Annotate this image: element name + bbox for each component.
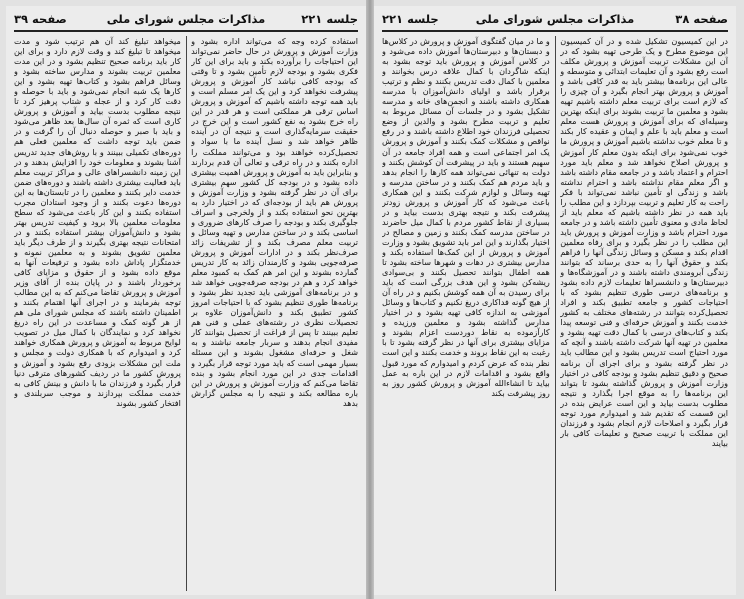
page-header: [14, 10, 358, 32]
page-header: [382, 10, 728, 32]
text-column-left: [382, 36, 550, 591]
journal-title: مذاکرات مجلس شورای ملی: [475, 12, 635, 26]
column-text: میخواهد تبلیغ کند آن هم ترتیب شود و مدت میخواهد تا تبلیغ کند و وقت لازم دارد و برای این کار باید برنامه صحیح تنظیم بشود و در این مدت معلمین تربیت بشوند و مدارس ساخته بشود و وسائل فراهم بشود و کتاب‌ها تهیه بشود و این کارها یک شبه انجام نمی‌شود و باید با حوصله و دقت کار کرد و از عجله و شتاب پرهیز کرد تا نتیجه مطلوب بدست بیاید و آموزش و پرورش کاری است که ثمره آن سال‌ها بعد ظاهر می‌شود و باید با صبر و حوصله دنبال آن را گرفت و در ضمن باید توجه داشت که معلمین فعلی هم دوره‌های تکمیلی ببینند و با روش‌های جدید تدریس آشنا بشوند و معلومات خود را افزایش بدهند و در این زمینه دانشسراهای عالی و مراکز تربیت معلم باید فعالیت بیشتری داشته باشند و دوره‌های ضمن خدمت دایر بکنند و معلمین را در تابستان‌ها به این دوره‌ها دعوت بکنند و از وجود استادان مجرب استفاده بکنند و این کار باعث می‌شود که سطح معلومات معلمین بالا برود و کیفیت تدریس بهتر بشود و دانش‌آموزان بیشتر استفاده بکنند و در امتحانات نتیجه بهتری بگیرند و از طرف دیگر باید معلمین تشویق بشوند و به معلمین نمونه و خدمتگزار پاداش داده بشود و ترفیعات آنها به موقع داده بشود و از حقوق و مزایای کافی برخوردار باشند و در پایان بنده از آقای وزیر آموزش و پرورش تقاضا می‌کنم که به این مطالب توجه بفرمایند و در اجرای آنها اهتمام بکنند و اطمینان داشته باشند که مجلس شورای ملی هم از هر گونه کمک و مساعدت در این راه دریغ نخواهد کرد و نمایندگان با کمال میل در تصویب لوایح مربوط به آموزش و پرورش همکاری خواهند کرد و امیدوارم که با همکاری دولت و مجلس و ملت این مشکلات بزودی رفع بشود و آموزش و پرورش کشور ما در ردیف کشورهای مترقی دنیا قرار بگیرد و فرزندان ما با دانش و بینش کافی به خدمت مملکت بپردازند و موجب سربلندی و افتخار کشور بشوند: [14, 36, 181, 408]
page-number: صفحه ۳۹: [14, 12, 67, 26]
text-columns: [382, 36, 728, 591]
session-number: جلسه ۲۲۱: [301, 12, 358, 26]
page-left: [6, 6, 366, 595]
column-divider: [555, 36, 556, 591]
page-right: [374, 6, 736, 595]
column-divider: [186, 36, 187, 591]
book-gutter: [366, 0, 374, 599]
page-number: صفحه ۳۸: [675, 12, 728, 26]
session-number: جلسه ۲۲۱: [382, 12, 439, 26]
text-column-right: [191, 36, 358, 591]
text-column-left: [14, 36, 181, 591]
column-text: استفاده کرده وجه که می‌تواند اداره بشود و وزارت آموزش و پرورش در حال حاضر نمی‌تواند این احتیاجات را برآورده بکند و باید برای این کار فکری بشود و بودجه لازم تأمین بشود و تا وقتی که بودجه کافی نباشد کار آموزش و پرورش پیشرفت نخواهد کرد و این یک امر مسلم است و باید همه توجه داشته باشیم که آموزش و پرورش اساس ترقی هر مملکتی است و هر قدر در این راه خرج بشود به نفع کشور است و این خرج در حقیقت سرمایه‌گذاری است و نتیجه آن در آینده ظاهر خواهد شد و نسل آینده ما با سواد و تحصیل‌کرده خواهند بود و می‌توانند مملکت را اداره بکنند و در راه ترقی و تعالی آن قدم بردارند و بنابراین باید به آموزش و پرورش اهمیت بیشتری داده بشود و در بودجه کل کشور سهم بیشتری برای آن در نظر گرفته بشود و وزارت آموزش و پرورش هم باید از بودجه‌ای که در اختیار دارد به بهترین نحو استفاده بکند و از ولخرجی و اسراف جلوگیری بکند و بودجه را صرف کارهای ضروری و اساسی بکند و در ساختن مدارس و تهیه وسائل و تربیت معلم مصرف بکند و از تشریفات زائد صرف‌نظر بکند و در ادارات آموزش و پرورش صرفه‌جویی بشود و کارمندان زائد به کار تدریس گمارده بشوند و این امر هم کمک به کمبود معلم خواهد کرد و هم در بودجه صرفه‌جویی خواهد شد و در برنامه‌های آموزشی باید تجدید نظر بشود و برنامه‌ها طوری تنظیم بشود که با احتیاجات امروز کشور تطبیق بکند و دانش‌آموزان علاوه بر تحصیلات نظری در رشته‌های عملی و فنی هم تعلیم ببینند تا پس از فراغت از تحصیل بتوانند کار مفیدی انجام بدهند و سربار جامعه نباشند و به شغل و حرفه‌ای مشغول بشوند و این مسئله بسیار مهمی است که باید مورد توجه قرار بگیرد و اقدامات جدی در این مورد انجام بشود و بنده تقاضا می‌کنم که وزارت آموزش و پرورش در این باره مطالعه بکند و نتیجه را به مجلس گزارش بدهد: [191, 36, 358, 408]
column-text: و ما در میان گفتگوی آموزش و پرورش در کلاس‌ها و دبستان‌ها و دبیرستان‌ها آموزش داده می‌شود و در کلاس آموزش و پرورش باید توجه بشود به اینکه شاگردان با کمال علاقه درس بخوانند و معلمین با کمال دقت تدریس بکنند و نظم و ترتیب برقرار باشد و اولیای دانش‌آموزان با مدرسه همکاری داشته باشند و انجمن‌های خانه و مدرسه تشکیل بشود و در جلسات آن مسائل مربوط به تعلیم و تربیت مطرح بشود و والدین از وضع تحصیلی فرزندان خود اطلاع داشته باشند و در رفع نواقص و مشکلات کمک بکنند و آموزش و پرورش یک امر اجتماعی است و همه افراد جامعه در آن سهیم هستند و باید در پیشرفت آن کوشش بکنند و دولت به تنهائی نمی‌تواند همه کارها را انجام بدهد و باید مردم هم کمک بکنند و در ساختن مدرسه و تهیه وسائل و لوازم شرکت بکنند و این همکاری باعث می‌شود که کار آموزش و پرورش زودتر پیشرفت بکند و نتیجه بهتری بدست بیاید و در بسیاری از نقاط کشور مردم با کمال میل حاضرند در ساختن مدرسه کمک بکنند و زمین و مصالح در اختیار بگذارند و این امر باید تشویق بشود و وزارت آموزش و پرورش از این کمک‌ها استفاده بکند و مدارس بیشتری در دهات و شهرها ساخته بشود تا همه اطفال بتوانند تحصیل بکنند و بی‌سوادی ریشه‌کن بشود و این هدف بزرگی است که باید برای رسیدن به آن همه کوشش بکنیم و در راه آن از هیچ گونه فداکاری دریغ نکنیم و کتاب‌ها و وسائل آموزشی به اندازه کافی تهیه بشود و در اختیار مدارس گذاشته بشود و معلمین ورزیده و کارآزموده به نقاط دوردست اعزام بشوند و مزایای بیشتری برای آنها در نظر گرفته بشود تا با رغبت به این نقاط بروند و خدمت بکنند و این است نظر بنده که عرض کردم و امیدوارم که مورد قبول واقع بشود و اقدامات لازم در این باره به عمل بیاید تا انشاءالله آموزش و پرورش کشور روز به روز پیشرفت بکند: [382, 36, 550, 398]
text-columns: [14, 36, 358, 591]
text-column-right: [560, 36, 728, 591]
column-text: در این کمیسیون تشکیل شده و در آن کمیسیون این موضوع مطرح و یک طرحی تهیه بشود که در آن این مشکلات تربیت آموزش و پرورش مکلف است رفع بشود و آن تعلیمات ابتدائی و متوسطه و عالی این برنامه‌ها بیشتر باید به قدر کافی باشد و آموزش و پرورش بهتر انجام بگیرد و آن چیزی را که لازم است برای تربیت معلم داشته باشیم تهیه بشود و معلمین ما تربیت بشوند برای اینکه بهترین وسیله‌ای که برای آموزش و پرورش هست معلم است و معلم باید با علم و ایمان و عقیده کار بکند و تا معلم خوب نداشته باشیم آموزش و پرورش ما خوب نمی‌شود برای اینکه بدون معلم کار آموزش و پرورش اصلاح نخواهد شد و معلم باید مورد احترام و اعتماد باشد و در جامعه مقام داشته باشد و اگر معلم مقام نداشته باشد و احترام نداشته باشد و زندگی او تأمین نباشد نمی‌تواند با فکر راحت به کار تعلیم و تربیت بپردازد و این مطلب را باید همه در نظر داشته باشیم که معلم باید از لحاظ مادی و معنوی تأمین داشته باشد و در جامعه مورد احترام باشد و وزارت آموزش و پرورش باید این مطلب را در نظر بگیرد و برای رفاه معلمین اقدام بکند و مسکن و وسائل زندگی آنها را فراهم بکند و حقوق آنها را به حدی برساند که بتوانند زندگی آبرومندی داشته باشند و در آموزشگاه‌ها و دبیرستان‌ها و دانشسراها تعلیمات لازم داده بشود و برنامه‌های درسی طوری تنظیم بشود که با احتیاجات کشور و جامعه تطبیق بکند و افراد تحصیل‌کرده بتوانند در رشته‌های مختلف به کشور خدمت بکنند و آموزش حرفه‌ای و فنی توسعه پیدا بکند و کتاب‌های درسی با کمال دقت تهیه بشود و معلمین در تهیه آنها شرکت داشته باشند و آنچه که مورد احتیاج است تدریس بشود و این مطالب باید در نظر گرفته بشود و برای اجرای آن برنامه صحیح و دقیق تنظیم بشود و بودجه کافی در اختیار وزارت آموزش و پرورش گذاشته بشود تا بتواند این برنامه‌ها را به موقع اجرا بگذارد و نتیجه مطلوب بدست بیاید و این است عرایض بنده در این قسمت که تقدیم شد و امیدوارم مورد توجه قرار بگیرد و اصلاحات لازم انجام بشود و فرزندان این مملکت با تربیت صحیح و تعلیمات کافی بار بیایند: [560, 36, 728, 448]
journal-title: مذاکرات مجلس شورای ملی: [106, 12, 266, 26]
